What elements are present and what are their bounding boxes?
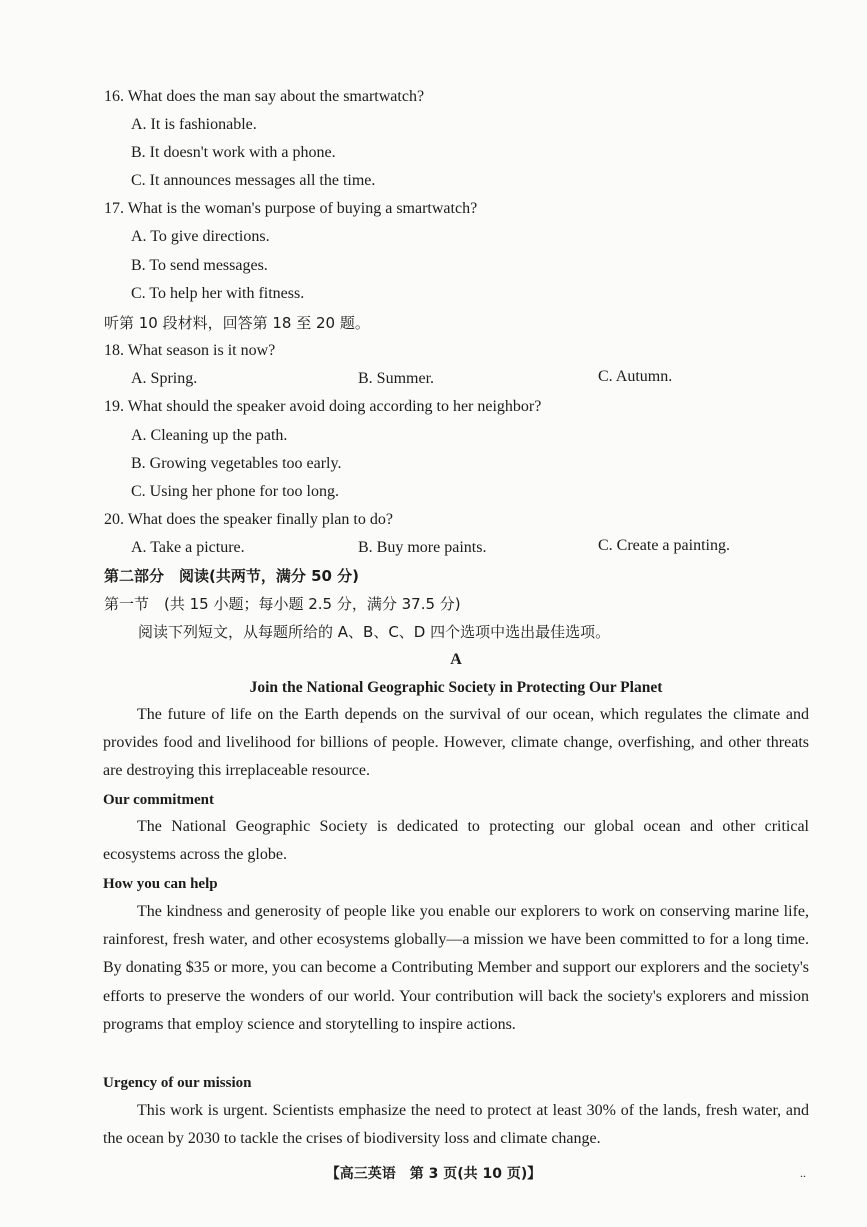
q16-option-c: C. It announces messages all the time. (131, 172, 376, 189)
help-text: The kindness and generosity of people like you enable our explorers to work on conserving marine life, rainforest, fresh water, and other ecosystems globally—a mission we have been committed to for a long time. By donating $35 or more, you can become a Contributing Member and support our explorers and the society's efforts to preserve the wonders of our world. Your contribution will back the society's explorers and mission programs that employ science and storytelling to inspire actions. (103, 903, 809, 1033)
urgency-heading: Urgency of our mission (103, 1075, 252, 1091)
question-19: 19. What should the speaker avoid doing according to her neighbor? (104, 398, 542, 415)
question-18: 18. What season is it now? (104, 342, 276, 359)
question-20: 20. What does the speaker finally plan to do? (104, 511, 393, 528)
q19-option-b: B. Growing vegetables too early. (131, 455, 342, 472)
passage-label: A (450, 651, 462, 668)
passage-intro: The future of life on the Earth depends on the survival of our ocean, which regulates the climate and provides food and livelihood for billions of people. However, climate change, overfishing, and other threats are destroying this irreplaceable resource. (103, 706, 809, 780)
q18-option-b: B. Summer. (358, 370, 435, 387)
q18-option-c: C. Autumn. (598, 368, 673, 385)
urgency-text: This work is urgent. Scientists emphasize the need to protect at least 30% of the lands, fresh water, and the ocean by 2030 to tackle the crises of biodiversity loss and climate change. (103, 1102, 809, 1148)
q16-option-a: A. It is fashionable. (131, 116, 257, 133)
reading-instruction: 阅读下列短文，从每题所给的 A、B、C、D 四个选项中选出最佳选项。 (138, 623, 611, 641)
question-16: 16. What does the man say about the smartwatch? (104, 88, 425, 105)
help-heading: How you can help (103, 876, 218, 892)
q18-option-a: A. Spring. (131, 370, 198, 387)
commitment-heading: Our commitment (103, 792, 214, 808)
q20-option-c: C. Create a painting. (598, 537, 730, 554)
q17-option-a: A. To give directions. (131, 228, 270, 245)
q20-option-a: A. Take a picture. (131, 539, 245, 556)
q20-option-b: B. Buy more paints. (358, 539, 487, 556)
part-2-title: 第二部分 阅读(共两节，满分 50 分) (104, 567, 360, 585)
q19-option-c: C. Using her phone for too long. (131, 483, 339, 500)
q19-option-a: A. Cleaning up the path. (131, 427, 288, 444)
footer-mark: .. (800, 1166, 806, 1180)
section-10-instruction: 听第 10 段材料，回答第 18 至 20 题。 (104, 314, 370, 332)
q16-option-b: B. It doesn't work with a phone. (131, 144, 336, 161)
commitment-text: The National Geographic Society is dedicated to protecting our global ocean and other critical ecosystems across the globe. (103, 818, 809, 864)
question-17: 17. What is the woman's purpose of buying a smartwatch? (104, 200, 478, 217)
q17-option-b: B. To send messages. (131, 257, 268, 274)
passage-title: Join the National Geographic Society in Protecting Our Planet (249, 679, 663, 696)
page-footer: 【高三英语 第 3 页(共 10 页)】 (325, 1166, 542, 1182)
section-1-title: 第一节 (共 15 小题；每小题 2.5 分，满分 37.5 分) (104, 595, 461, 613)
q17-option-c: C. To help her with fitness. (131, 285, 305, 302)
